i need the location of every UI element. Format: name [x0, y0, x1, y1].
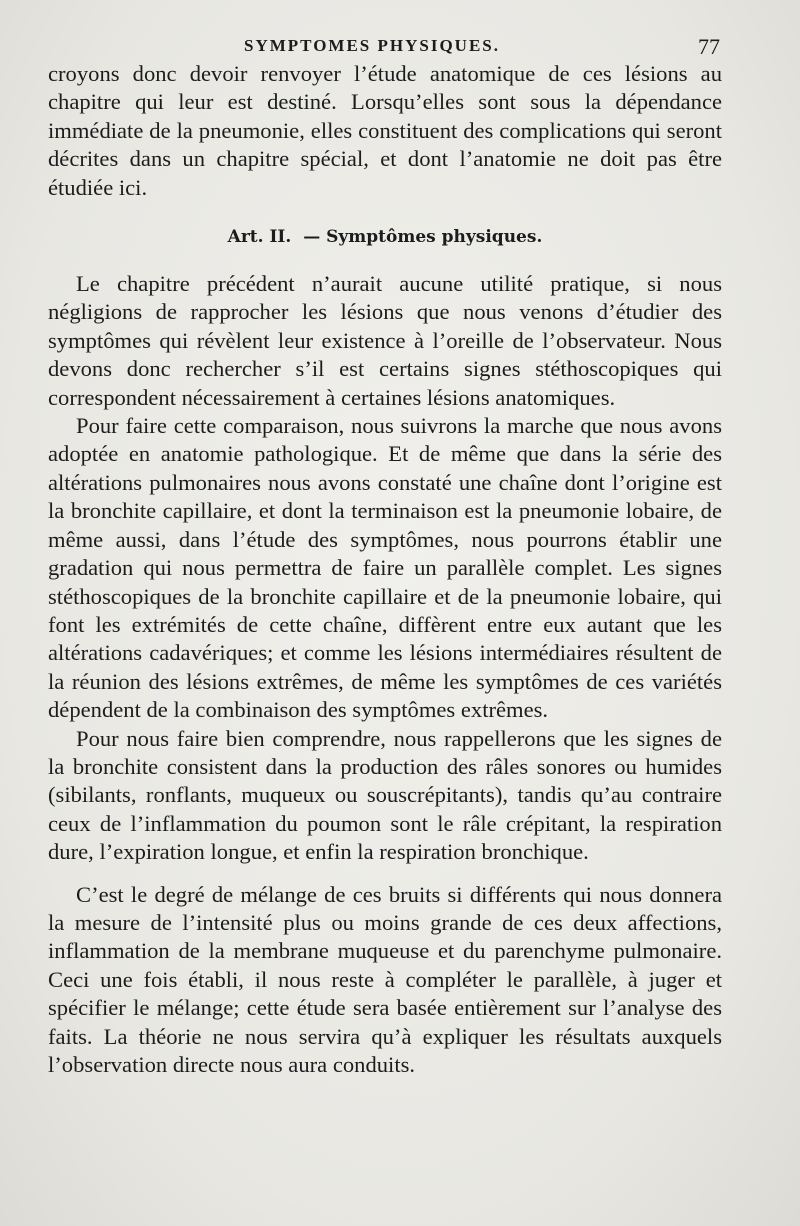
page-text	[48, 60, 722, 1079]
article-label: Art. II.	[227, 227, 292, 248]
paragraph: Pour faire cette comparaison, nous suivrons la marche que nous avons adoptée en anatomie pathologique. Et de même que dans la série des altérations pulmonaires nous avons constaté une chaîne dont l’origine est la bronchite capillaire, et dont la terminaison est la pneumonie lobaire, de même aussi, dans l’étude des symptômes, nous pourrons établir une gradation qui nous permettra de faire un parallèle complet. Les signes stéthoscopiques de la bronchite capillaire et de la pneumonie lobaire, qui font les extrémités de cette chaîne, diffèrent entre eux autant que les altérations cadavériques; et comme les lésions intermédiaires résultent de la réunion des lésions extrêmes, de même les symptômes de ces variétés dépendent de la combinaison des symptômes extrêmes.	[48, 413, 722, 723]
paragraph: Pour nous faire bien comprendre, nous rappellerons que les signes de la bronchite consistent dans la production des râles sonores ou humides (sibilants, ronflants, muqueux ou souscrépitants), tandis qu’au contraire ceux de l’inflammation du poumon sont le râle crépitant, la respiration dure, l’expiration longue, et enfin la respiration bronchique.	[48, 725, 722, 865]
paragraph: C’est le degré de mélange de ces bruits si différents qui nous donnera la mesure de l’intensité plus ou moins grande de ces deux affections, inflammation de la membrane muqueuse et du parenchyme pulmonaire. Ceci une fois établi, il nous reste à compléter le parallèle, à juger et spécifier le mélange; cette étude sera basée entièrement sur l’analyse des faits. La théorie ne nous servira qu’à expliquer les résultats auxquels l’observation directe nous aura conduits.	[48, 881, 722, 1077]
continued-paragraph: croyons donc devoir renvoyer l’étude anatomique de ces lésions au chapitre qui leur est destiné. Lorsqu’elles sont sous la dépendance immédiate de la pneumonie, elles constituent des complications qui seront décrites dans un chapitre spécial, et dont l’anatomie ne doit pas être étudiée ici.	[48, 61, 722, 200]
section-heading	[48, 225, 722, 249]
page-number: 77	[698, 34, 720, 59]
paragraph: Le chapitre précédent n’aurait aucune utilité pratique, si nous négligions de rapprocher les lésions que nous venons d’étudier des symptômes qui révèlent leur existence à l’oreille de l’observateur. Nous devons donc rechercher s’il est certains signes stéthoscopiques qui correspondent nécessairement à certaines lésions anatomiques.	[48, 271, 722, 410]
running-title: SYMPTOMES PHYSIQUES.	[244, 36, 501, 55]
section-title: — Symptômes physiques.	[303, 227, 543, 248]
